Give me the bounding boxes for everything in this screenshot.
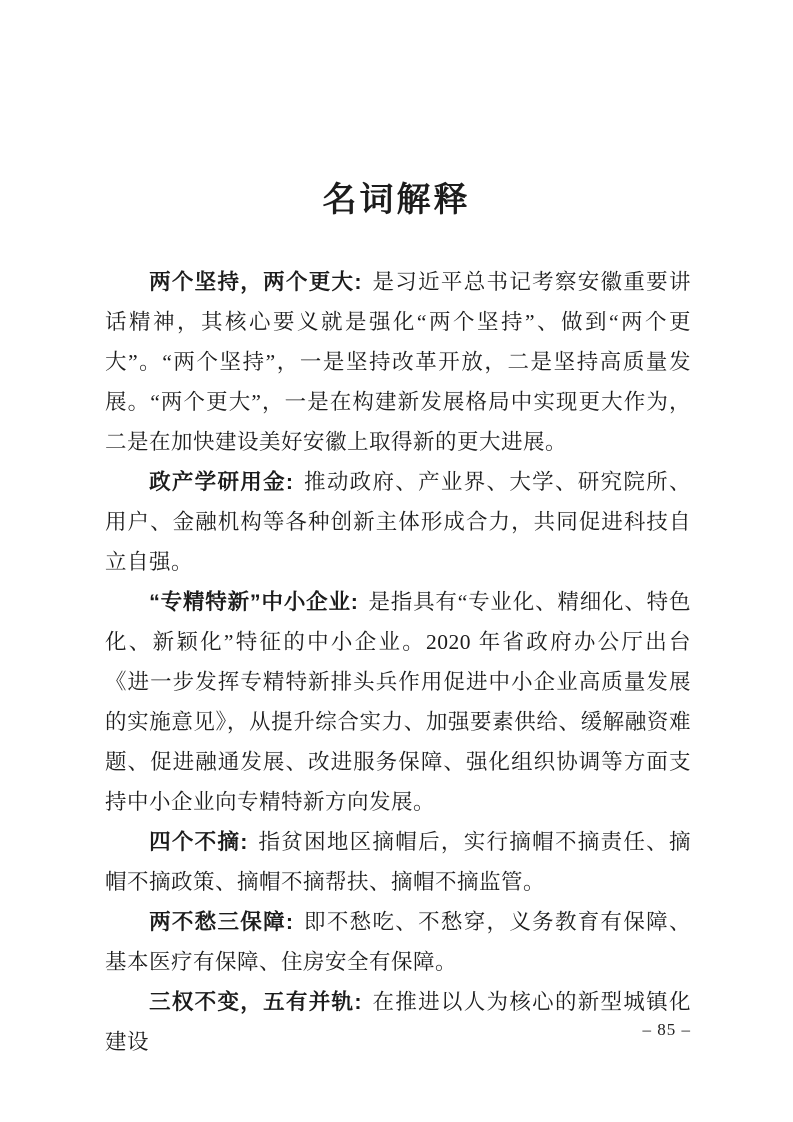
glossary-entry — [105, 822, 691, 902]
page-title: 名词解释 — [322, 182, 471, 219]
glossary-entry — [105, 982, 691, 1062]
glossary-definition: 即不愁吃、不愁穿，义务教育有保障、基本医疗有保障、住房安全有保障。 — [105, 910, 691, 974]
glossary-term: 三权不变，五有并轨: — [149, 990, 362, 1014]
page-number: – 85 – — [642, 1020, 691, 1039]
glossary-definition: 是指具有“专业化、精细化、特色化、新颖化”特征的中小企业。2020 年省政府办公厅出台《进一步发挥专精特新排头兵作用促进中小企业高质量发展的实施意见》，从提升综合实力、加强要素供给、缓解融资难题、促进融通发展、改进服务保障、强化组织协调等方面支持中小企业向专精特新方向发展。 — [105, 590, 691, 814]
glossary-entry — [105, 582, 691, 822]
glossary-definition: 推动政府、产业界、大学、研究院所、用户、金融机构等各种创新主体形成合力，共同促进科技自立自强。 — [105, 470, 691, 574]
glossary-list — [105, 262, 691, 1062]
glossary-term: “专精特新”中小企业: — [149, 590, 359, 614]
glossary-term: 两不愁三保障: — [149, 910, 294, 934]
glossary-definition: 在推进以人为核心的新型城镇化建设 — [105, 990, 691, 1054]
glossary-entry — [105, 902, 691, 982]
glossary-entry — [105, 462, 691, 582]
glossary-term: 两个坚持，两个更大: — [149, 270, 362, 294]
glossary-term: 政产学研用金: — [149, 470, 294, 494]
glossary-entry — [105, 262, 691, 462]
glossary-definition: 指贫困地区摘帽后，实行摘帽不摘责任、摘帽不摘政策、摘帽不摘帮扶、摘帽不摘监管。 — [105, 830, 691, 894]
glossary-term: 四个不摘: — [149, 830, 248, 854]
glossary-definition: 是习近平总书记考察安徽重要讲话精神，其核心要义就是强化“两个坚持”、做到“两个更大”。“两个坚持”，一是坚持改革开放，二是坚持高质量发展。“两个更大”，一是在构建新发展格局中实现更大作为，二是在加快建设美好安徽上取得新的更大进展。 — [105, 270, 691, 454]
